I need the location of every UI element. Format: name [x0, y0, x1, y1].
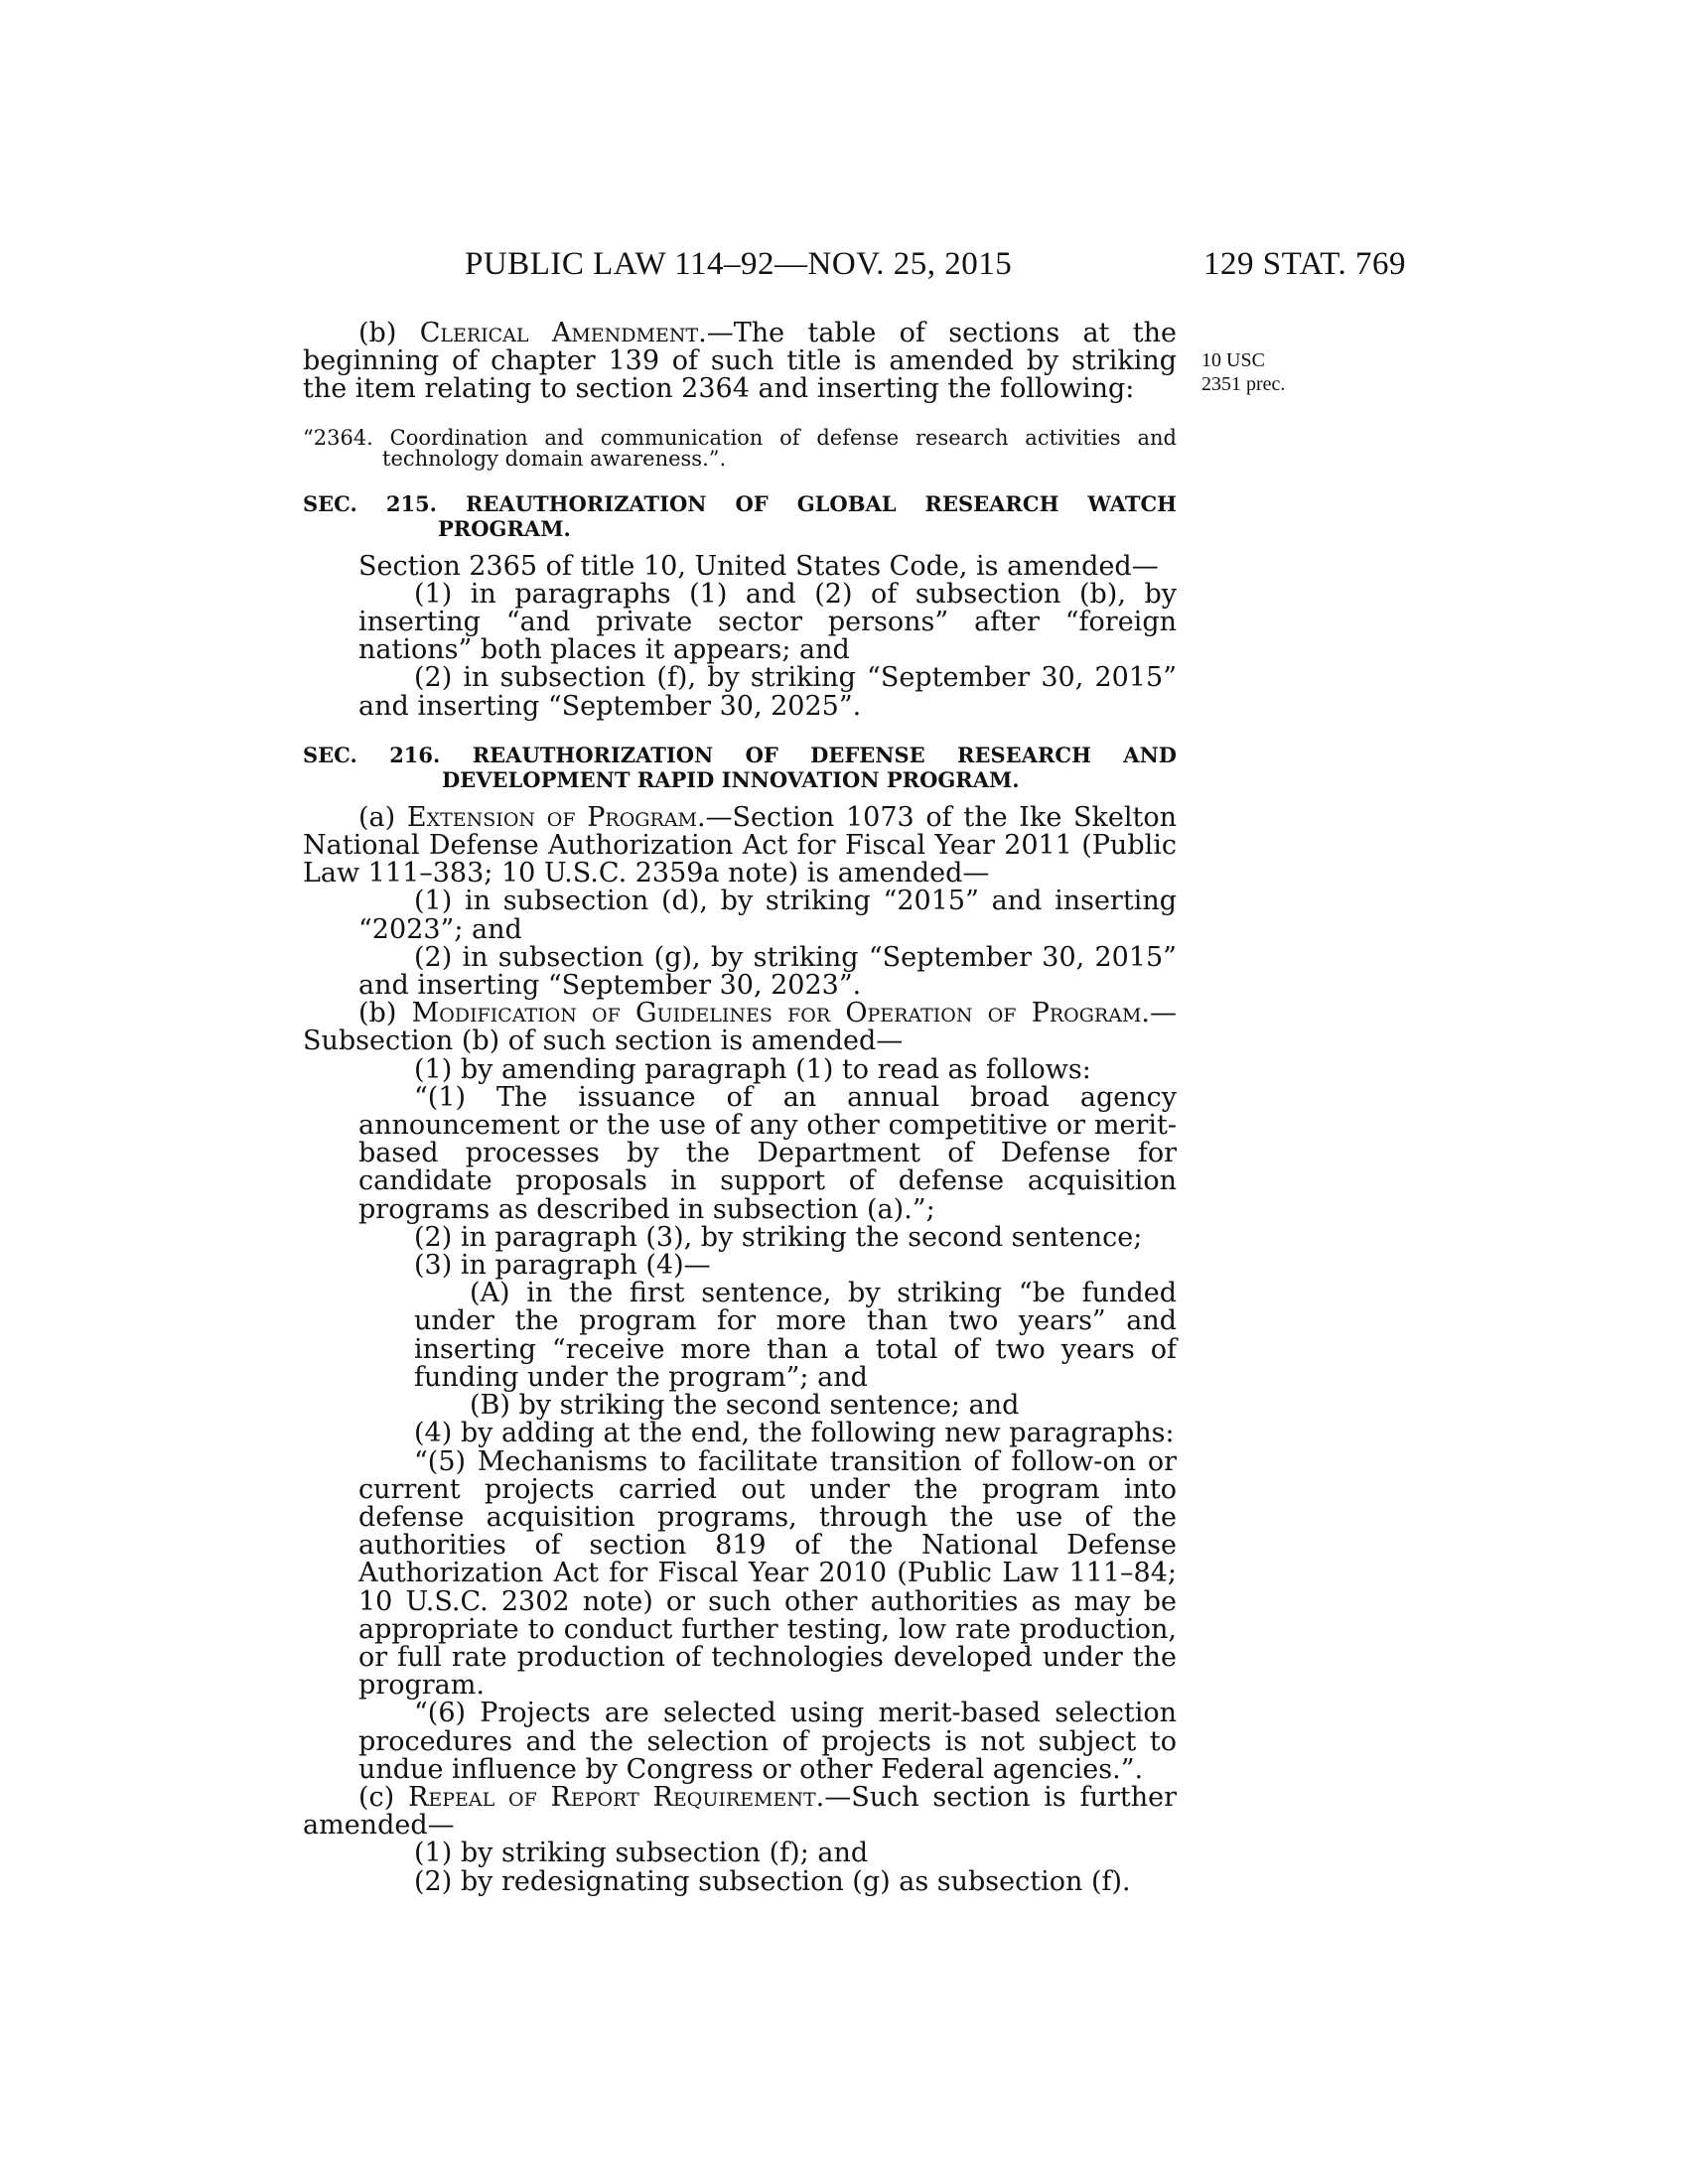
section-216-subsection-c — [303, 1781, 1178, 1842]
margin-citation-line: 2351 prec. — [1201, 373, 1286, 395]
paragraph-label: (a) — [358, 801, 407, 833]
paragraph-text: .—Such section is further amended— — [303, 1781, 1178, 1842]
section-216-b-paragraph-2: (2) in paragraph (3), by striking the second sentence; — [414, 1221, 1143, 1253]
statute-page-number: 129 STAT. 769 — [1203, 246, 1407, 282]
section-216-heading: SEC. 216. REAUTHORIZATION OF DEFENSE RESEARCH AND DEVELOPMENT RAPID INNOVATION PROGRAM. — [303, 742, 1177, 792]
paragraph-label: (c) — [358, 1781, 408, 1813]
section-216-b-quoted-paragraph-5: “(5) Mechanisms to facilitate transition of follow-on or current projects carried out under the program into defense acquisition programs, through the use of the authorities of section 819 of the National Defense Authorization Act for Fiscal Year 2010 (Public Law 111–84; 10 U.S.C. 2302 note) or such other authorities as may be appropriate to conduct further testing, low rate production, or full rate production of technologies developed under the program. — [358, 1445, 1177, 1702]
section-216-b-paragraph-3: (3) in paragraph (4)— — [414, 1250, 711, 1282]
paragraph-label: (b) — [358, 318, 420, 348]
table-of-sections-entry: “2364. Coordination and communication of defense research activities and technology domain awareness.”. — [303, 425, 1177, 471]
section-216-b-subparagraph-a: (A) in the first sentence, by striking “be funded under the program for more than two years” and inserting “receive more than a total of two years of funding under the program”; and — [414, 1278, 1177, 1393]
section-216-subsection-a — [303, 801, 1178, 889]
section-216-b-subparagraph-b: (B) by striking the second sentence; and — [470, 1390, 1020, 1422]
paragraph-heading: Extension of Program — [406, 801, 697, 833]
section-215-heading: SEC. 215. REAUTHORIZATION OF GLOBAL RESEARCH WATCH PROGRAM. — [303, 490, 1177, 541]
page-title: PUBLIC LAW 114–92—NOV. 25, 2015 — [465, 246, 1013, 282]
margin-citation — [1201, 348, 1285, 396]
section-215-paragraph-2: (2) in subsection (f), by striking “September 30, 2015” and inserting “September 30, 2025”. — [358, 662, 1177, 722]
paragraph-heading: Modification of Guidelines for Operation of Program — [411, 998, 1142, 1029]
section-215-paragraph-1: (1) in paragraphs (1) and (2) of subsection (b), by inserting “and private sector persons” after “foreign nations” both places it appears; and — [358, 578, 1177, 666]
paragraph-heading: Repeal of Report Requirement — [408, 1781, 816, 1813]
running-head — [0, 246, 1688, 290]
section-216-a-paragraph-2: (2) in subsection (g), by striking “September 30, 2015” and inserting “September 30, 2023”. — [358, 941, 1177, 1002]
paragraph-text: .—The table of sections at the beginning of chapter 139 of such title is amended by striking the item relating to section 2364 and inserting the following: — [303, 318, 1178, 405]
text-column — [303, 320, 1177, 1896]
paragraph-text: .—Section 1073 of the Ike Skelton National Defense Authorization Act for Fiscal Year 2011 (Public Law 111–383; 10 U.S.C. 2359a note) is amended— — [303, 801, 1178, 889]
paragraph-text: .—Subsection (b) of such section is amended— — [303, 998, 1177, 1057]
section-216-a-paragraph-1: (1) in subsection (d), by striking “2015” and inserting “2023”; and — [358, 886, 1177, 945]
section-216-subsection-b — [303, 1000, 1177, 1055]
section-216-b-quoted-paragraph-1: “(1) The issuance of an annual broad agency announcement or the use of any other competitive or merit-based processes by the Department of Defense for candidate proposals in support of defense acquisition programs as described in subsection (a).”; — [358, 1081, 1177, 1225]
section-216-c-paragraph-2: (2) by redesignating subsection (g) as subsection (f). — [414, 1865, 1131, 1897]
section-216-c-paragraph-1: (1) by striking subsection (f); and — [414, 1838, 869, 1869]
section-216-b-paragraph-4: (4) by adding at the end, the following new paragraphs: — [414, 1418, 1175, 1449]
section-216-b-paragraph-1: (1) by amending paragraph (1) to read as follows: — [414, 1053, 1091, 1085]
paragraph-heading: Clerical Amendment — [419, 318, 699, 348]
margin-citation-line: 10 USC — [1201, 349, 1265, 371]
paragraph-label: (b) — [358, 998, 412, 1029]
section-216-b-quoted-paragraph-6: “(6) Projects are selected using merit-based selection procedures and the selection of projects is not subject to undue influence by Congress or other Federal agencies.”. — [358, 1698, 1177, 1785]
section-215-intro: Section 2365 of title 10, United States Code, is amended— — [358, 550, 1159, 582]
paragraph-clerical-amendment — [303, 320, 1177, 404]
